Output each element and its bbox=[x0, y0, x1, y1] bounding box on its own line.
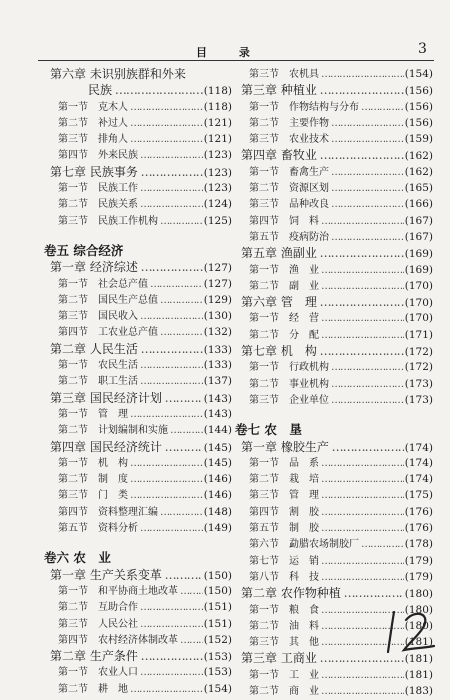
toc-entry-page: (179) bbox=[404, 570, 433, 583]
toc-entry-page: (166) bbox=[404, 198, 433, 211]
toc-entry-title: 第五节 疫病防治 ……………………………………………………………………………………………… bbox=[249, 230, 404, 246]
toc-entry-page: (165) bbox=[404, 182, 433, 195]
toc-entry-title: 第一节 克木人 ……………………………………………………………………………………………… bbox=[58, 100, 203, 116]
toc-entry-title: 第五节 制 胶 ……………………………………………………………………………………………… bbox=[249, 521, 404, 537]
toc-section-entry bbox=[235, 536, 433, 552]
toc-entry-title: 第一节 渔 业 ……………………………………………………………………………………………… bbox=[249, 263, 404, 279]
toc-entry-page: (175) bbox=[404, 489, 433, 502]
toc-entry-title: 第二节 资源区划 ……………………………………………………………………………………………… bbox=[249, 181, 404, 197]
toc-section-entry bbox=[44, 520, 232, 536]
toc-section-entry bbox=[44, 455, 232, 471]
toc-entry-page: (174) bbox=[404, 456, 433, 469]
toc-section-entry bbox=[44, 471, 232, 487]
toc-section-entry bbox=[235, 376, 433, 392]
toc-entry-title: 第五节 资料分析 ……………………………………………………………………………………………… bbox=[58, 521, 203, 537]
toc-chapter-entry bbox=[235, 294, 433, 310]
toc-entry-title: 第一节 民族工作 ……………………………………………………………………………………………… bbox=[58, 181, 203, 197]
toc-entry-page: (156) bbox=[404, 85, 433, 98]
toc-entry-page: (127) bbox=[203, 277, 232, 290]
toc-right-column bbox=[235, 66, 433, 699]
toc-entry-page: (145) bbox=[203, 456, 232, 469]
toc-entry-title: 第七章 机 构 ……………………………………………………………………………………………… bbox=[241, 343, 404, 359]
toc-entry-title: 第三节 民族工作机构 ……………………………………………………………………………………………… bbox=[58, 214, 203, 230]
toc-entry-page: (151) bbox=[203, 601, 232, 614]
toc-section-entry bbox=[44, 583, 232, 599]
toc-entry-title: 第三节 品种改良 ……………………………………………………………………………………………… bbox=[249, 197, 404, 213]
toc-section-entry bbox=[44, 147, 232, 163]
toc-entry-title: 第二节 互助合作 ……………………………………………………………………………………………… bbox=[58, 600, 203, 616]
toc-entry-page: (130) bbox=[203, 310, 232, 323]
toc-entry-page: (170) bbox=[404, 312, 433, 325]
toc-section-entry bbox=[235, 99, 433, 115]
toc-entry-title: 第二节 事业机构 ……………………………………………………………………………………………… bbox=[249, 377, 404, 393]
toc-section-entry bbox=[235, 667, 433, 683]
toc-section-entry bbox=[235, 196, 433, 212]
toc-entry-page: (143) bbox=[203, 407, 232, 420]
toc-entry-title: 第四节 割 胶 ……………………………………………………………………………………………… bbox=[249, 505, 404, 521]
toc-entry-page: (121) bbox=[203, 133, 232, 146]
toc-entry-page: (180) bbox=[404, 588, 433, 601]
toc-volume-heading bbox=[44, 243, 232, 259]
toc-entry-title: 第一节 管 理 ……………………………………………………………………………………………… bbox=[58, 407, 203, 423]
toc-section-entry bbox=[235, 131, 433, 147]
toc-section-entry bbox=[44, 632, 232, 648]
toc-entry-title: 第一节 品 系 ……………………………………………………………………………………………… bbox=[249, 456, 404, 472]
toc-entry-page: (179) bbox=[404, 554, 433, 567]
section-gap bbox=[44, 536, 232, 544]
toc-entry-page: (123) bbox=[203, 166, 232, 179]
toc-section-entry bbox=[235, 683, 433, 699]
toc-entry-page: (169) bbox=[404, 263, 433, 276]
toc-entry-title: 第二节 制 度 ……………………………………………………………………………………………… bbox=[58, 472, 203, 488]
toc-entry-title: 第二章 人民生活 ……………………………………………………………………………………………… bbox=[50, 341, 203, 357]
toc-section-entry bbox=[44, 357, 232, 373]
toc-entry-page: (181) bbox=[404, 668, 433, 681]
toc-section-entry bbox=[235, 229, 433, 245]
toc-entry-page: (180) bbox=[404, 619, 433, 632]
toc-entry-page: (178) bbox=[404, 538, 433, 551]
toc-entry-page: (152) bbox=[203, 633, 232, 646]
toc-section-entry bbox=[235, 115, 433, 131]
toc-entry-page: (183) bbox=[404, 684, 433, 697]
toc-entry-page: (124) bbox=[203, 198, 232, 211]
toc-section-entry bbox=[44, 599, 232, 615]
toc-entry-page: (176) bbox=[404, 522, 433, 535]
toc-section-entry bbox=[44, 213, 232, 229]
toc-entry-title: 第四节 工农业总产值 ……………………………………………………………………………………………… bbox=[58, 325, 203, 341]
toc-chapter-entry bbox=[235, 343, 433, 359]
toc-entry-title: 第一节 机 构 ……………………………………………………………………………………………… bbox=[58, 456, 203, 472]
toc-entry-title: 第一节 和平协商土地改革 ……………………………………………………………………………………………… bbox=[58, 584, 203, 600]
toc-section-entry bbox=[44, 664, 232, 680]
toc-entry-page: (133) bbox=[203, 359, 232, 372]
toc-chapter-entry bbox=[235, 82, 433, 98]
toc-chapter-entry bbox=[44, 66, 232, 82]
toc-section-entry bbox=[235, 180, 433, 196]
toc-entry-page: (146) bbox=[203, 473, 232, 486]
toc-chapter-entry bbox=[235, 245, 433, 261]
toc-entry-title: 第二节 商 业 ……………………………………………………………………………………………… bbox=[249, 684, 404, 700]
toc-entry-title: 第二节 主要作物 ……………………………………………………………………………………………… bbox=[249, 116, 404, 132]
toc-entry-page: (172) bbox=[404, 361, 433, 374]
toc-entry-page: (133) bbox=[203, 343, 232, 356]
toc-entry-title: 第七节 运 销 ……………………………………………………………………………………………… bbox=[249, 554, 404, 570]
toc-entry-title: 第四节 农村经济体制改革 ……………………………………………………………………………………………… bbox=[58, 633, 203, 649]
toc-entry-title: 第一章 橡胶生产 ……………………………………………………………………………………………… bbox=[241, 439, 404, 455]
toc-entry-title: 第二节 栽 培 ……………………………………………………………………………………………… bbox=[249, 472, 404, 488]
toc-entry-title: 第三章 工商业 ……………………………………………………………………………………………… bbox=[241, 650, 404, 666]
toc-entry-page: (137) bbox=[203, 375, 232, 388]
toc-chapter-entry bbox=[44, 439, 232, 455]
toc-entry-page: (169) bbox=[404, 248, 433, 261]
toc-chapter-entry bbox=[235, 147, 433, 163]
toc-section-entry bbox=[235, 66, 433, 82]
page-number: 3 bbox=[418, 41, 427, 57]
toc-entry-title: 第二节 计划编制和实施 ……………………………………………………………………………………………… bbox=[58, 423, 203, 439]
toc-entry-page: (144) bbox=[203, 424, 232, 437]
toc-entry-page: (171) bbox=[404, 328, 433, 341]
toc-entry-title: 第四章 国民经济统计 ……………………………………………………………………………………………… bbox=[50, 439, 203, 455]
toc-section-entry bbox=[44, 422, 232, 438]
toc-entry-page: (145) bbox=[203, 441, 232, 454]
toc-entry-title: 第二节 民族关系 ……………………………………………………………………………………………… bbox=[58, 197, 203, 213]
toc-entry-title: 第一节 畜禽生产 ……………………………………………………………………………………………… bbox=[249, 165, 404, 181]
toc-entry-title: 第一章 生产关系变革 ……………………………………………………………………………………………… bbox=[50, 567, 203, 583]
toc-entry-title: 第二章 农作物种植 ……………………………………………………………………………………………… bbox=[241, 585, 404, 601]
toc-entry-title: 第二章 生产条件 ……………………………………………………………………………………………… bbox=[50, 648, 203, 664]
toc-section-entry bbox=[44, 131, 232, 147]
toc-section-entry bbox=[44, 115, 232, 131]
toc-entry-title: 第三节 管 理 ……………………………………………………………………………………………… bbox=[249, 488, 404, 504]
toc-entry-title: 第一节 行政机构 ……………………………………………………………………………………………… bbox=[249, 360, 404, 376]
toc-section-entry bbox=[235, 455, 433, 471]
toc-entry-page: (154) bbox=[203, 682, 232, 695]
toc-entry-title: 第二节 油 料 ……………………………………………………………………………………………… bbox=[249, 619, 404, 635]
toc-entry-page: (154) bbox=[404, 68, 433, 80]
toc-entry-page: (181) bbox=[404, 636, 433, 649]
toc-section-entry bbox=[44, 406, 232, 422]
toc-entry-page: (123) bbox=[203, 182, 232, 195]
toc-entry-title: 第一节 经 营 ……………………………………………………………………………………………… bbox=[249, 311, 404, 327]
toc-section-entry bbox=[235, 504, 433, 520]
toc-chapter-entry bbox=[44, 648, 232, 664]
toc-section-entry bbox=[235, 327, 433, 343]
toc-section-entry bbox=[44, 276, 232, 292]
toc-entry-title: 第二节 国民生产总值 ……………………………………………………………………………………………… bbox=[58, 293, 203, 309]
toc-section-entry bbox=[44, 681, 232, 697]
toc-entry-page: (146) bbox=[203, 489, 232, 502]
section-gap bbox=[235, 408, 433, 416]
toc-entry-page: (174) bbox=[404, 473, 433, 486]
toc-section-entry bbox=[235, 569, 433, 585]
toc-section-entry bbox=[235, 520, 433, 536]
toc-entry-title: 第四节 外来民族 ……………………………………………………………………………………………… bbox=[58, 148, 203, 164]
toc-entry-title: 第六节 勐腊农场制胶厂 ……………………………………………………………………………………………… bbox=[249, 537, 404, 553]
toc-entry-title: 第六章 未识别族群和外来 bbox=[50, 67, 186, 81]
toc-chapter-entry bbox=[44, 259, 232, 275]
toc-entry-title: 第一章 经济综述 ……………………………………………………………………………………………… bbox=[50, 259, 203, 275]
toc-entry-page: (121) bbox=[203, 116, 232, 129]
toc-entry-continuation bbox=[44, 82, 232, 98]
toc-entry-title: 第一节 社会总产值 ……………………………………………………………………………………………… bbox=[58, 277, 203, 293]
toc-entry-title: 第二节 分 配 ……………………………………………………………………………………………… bbox=[249, 328, 404, 344]
toc-entry-page: (167) bbox=[404, 214, 433, 227]
toc-entry-page: (170) bbox=[404, 297, 433, 310]
toc-entry-page: (181) bbox=[404, 653, 433, 666]
toc-chapter-entry bbox=[44, 390, 232, 406]
toc-entry-title: 第一节 农业人口 ……………………………………………………………………………………………… bbox=[58, 665, 203, 681]
toc-section-entry bbox=[235, 487, 433, 503]
toc-section-entry bbox=[235, 262, 433, 278]
toc-section-entry bbox=[235, 164, 433, 180]
toc-entry-title: 第三节 门 类 ……………………………………………………………………………………………… bbox=[58, 488, 203, 504]
toc-entry-page: (162) bbox=[404, 150, 433, 163]
toc-entry-title: 卷七 农 垦 bbox=[235, 422, 302, 438]
header-rule bbox=[38, 60, 434, 61]
toc-entry-page: (159) bbox=[404, 133, 433, 146]
toc-entry-page: (174) bbox=[404, 441, 433, 454]
toc-entry-page: (153) bbox=[203, 666, 232, 679]
toc-section-entry bbox=[235, 359, 433, 375]
toc-section-entry bbox=[44, 196, 232, 212]
toc-chapter-entry bbox=[235, 585, 433, 601]
toc-entry-title: 第三节 其 他 ……………………………………………………………………………………………… bbox=[249, 635, 404, 651]
toc-entry-page: (125) bbox=[203, 214, 232, 227]
toc-entry-page: (143) bbox=[203, 392, 232, 405]
toc-entry-title: 第二节 补过人 ……………………………………………………………………………………………… bbox=[58, 116, 203, 132]
toc-entry-title: 第一节 粮 食 ……………………………………………………………………………………………… bbox=[249, 603, 404, 619]
toc-entry-title: 第一节 农民生活 ……………………………………………………………………………………………… bbox=[58, 358, 203, 374]
toc-entry-title: 第一节 作物结构与分布 ……………………………………………………………………………………………… bbox=[249, 100, 404, 116]
toc-entry-title: 第三节 农业技术 ……………………………………………………………………………………………… bbox=[249, 132, 404, 148]
toc-entry-title: 第三章 国民经济计划 ……………………………………………………………………………………………… bbox=[50, 390, 203, 406]
toc-volume-heading bbox=[235, 422, 433, 438]
toc-section-entry bbox=[44, 308, 232, 324]
toc-entry-page: (176) bbox=[404, 505, 433, 518]
toc-section-entry bbox=[44, 292, 232, 308]
toc-entry-title: 第三章 种植业 ……………………………………………………………………………………………… bbox=[241, 82, 404, 98]
toc-entry-title: 民族 ……………………………………………………………………………………………… bbox=[88, 82, 203, 98]
toc-section-entry bbox=[44, 373, 232, 389]
toc-section-entry bbox=[44, 616, 232, 632]
toc-entry-page: (148) bbox=[203, 505, 232, 518]
toc-entry-page: (118) bbox=[203, 100, 232, 113]
toc-entry-page: (162) bbox=[404, 165, 433, 178]
toc-entry-title: 第二节 副 业 ……………………………………………………………………………………………… bbox=[249, 279, 404, 295]
toc-section-entry bbox=[235, 553, 433, 569]
toc-entry-title: 第二节 耕 地 ……………………………………………………………………………………………… bbox=[58, 682, 203, 698]
toc-section-entry bbox=[44, 180, 232, 196]
toc-entry-page: (118) bbox=[203, 85, 232, 98]
toc-entry-title: 卷五 综合经济 bbox=[44, 242, 124, 258]
toc-left-column bbox=[44, 66, 232, 697]
toc-entry-title: 第三节 排角人 ……………………………………………………………………………………………… bbox=[58, 132, 203, 148]
toc-entry-title: 第四节 资料整理汇编 ……………………………………………………………………………………………… bbox=[58, 505, 203, 521]
toc-entry-title: 第六章 管 理 ……………………………………………………………………………………………… bbox=[241, 294, 404, 310]
toc-entry-title: 第四章 畜牧业 ……………………………………………………………………………………………… bbox=[241, 147, 404, 163]
toc-entry-title: 第八节 科 技 ……………………………………………………………………………………………… bbox=[249, 570, 404, 586]
toc-entry-page: (153) bbox=[203, 651, 232, 664]
toc-entry-page: (180) bbox=[404, 603, 433, 616]
toc-entry-title: 第五章 渔副业 ……………………………………………………………………………………………… bbox=[241, 245, 404, 261]
toc-entry-page: (123) bbox=[203, 149, 232, 162]
toc-entry-page: (170) bbox=[404, 279, 433, 292]
toc-entry-page: (129) bbox=[203, 293, 232, 306]
toc-entry-title: 第二节 职工生活 ……………………………………………………………………………………………… bbox=[58, 374, 203, 390]
toc-entry-page: (173) bbox=[404, 377, 433, 390]
toc-volume-heading bbox=[44, 550, 232, 566]
toc-entry-page: (167) bbox=[404, 230, 433, 243]
toc-entry-page: (132) bbox=[203, 326, 232, 339]
handwritten-page-mark bbox=[380, 606, 440, 656]
toc-section-entry bbox=[235, 471, 433, 487]
toc-section-entry bbox=[235, 213, 433, 229]
toc-entry-title: 第三节 人民公社 ……………………………………………………………………………………………… bbox=[58, 617, 203, 633]
toc-entry-page: (151) bbox=[203, 617, 232, 630]
section-gap bbox=[44, 229, 232, 237]
toc-entry-title: 第七章 民族事务 ……………………………………………………………………………………………… bbox=[50, 164, 203, 180]
toc-chapter-entry bbox=[44, 341, 232, 357]
page-header-title: 目 录 bbox=[196, 46, 264, 59]
toc-entry-page: (156) bbox=[404, 100, 433, 113]
toc-entry-title: 第三节 企业单位 ……………………………………………………………………………………………… bbox=[249, 393, 404, 409]
toc-entry-title: 第三节 国民收入 ……………………………………………………………………………………………… bbox=[58, 309, 203, 325]
toc-entry-page: (150) bbox=[203, 584, 232, 597]
toc-entry-page: (172) bbox=[404, 346, 433, 359]
toc-entry-page: (173) bbox=[404, 393, 433, 406]
toc-section-entry bbox=[44, 99, 232, 115]
toc-entry-title: 第三节 农机具 ……………………………………………………………………………………………… bbox=[249, 67, 404, 83]
toc-section-entry bbox=[44, 504, 232, 520]
toc-section-entry bbox=[44, 324, 232, 340]
toc-entry-title: 第一节 工 业 ……………………………………………………………………………………………… bbox=[249, 668, 404, 684]
toc-section-entry bbox=[44, 487, 232, 503]
toc-entry-title: 第四节 饲 料 ……………………………………………………………………………………………… bbox=[249, 214, 404, 230]
toc-entry-page: (127) bbox=[203, 262, 232, 275]
toc-entry-page: (149) bbox=[203, 522, 232, 535]
toc-entry-page: (156) bbox=[404, 116, 433, 129]
toc-section-entry bbox=[235, 278, 433, 294]
toc-entry-title: 卷六 农 业 bbox=[44, 550, 111, 566]
toc-chapter-entry bbox=[44, 164, 232, 180]
toc-section-entry bbox=[235, 310, 433, 326]
toc-entry-page: (150) bbox=[203, 569, 232, 582]
toc-chapter-entry bbox=[235, 439, 433, 455]
toc-section-entry bbox=[235, 392, 433, 408]
toc-chapter-entry bbox=[44, 567, 232, 583]
